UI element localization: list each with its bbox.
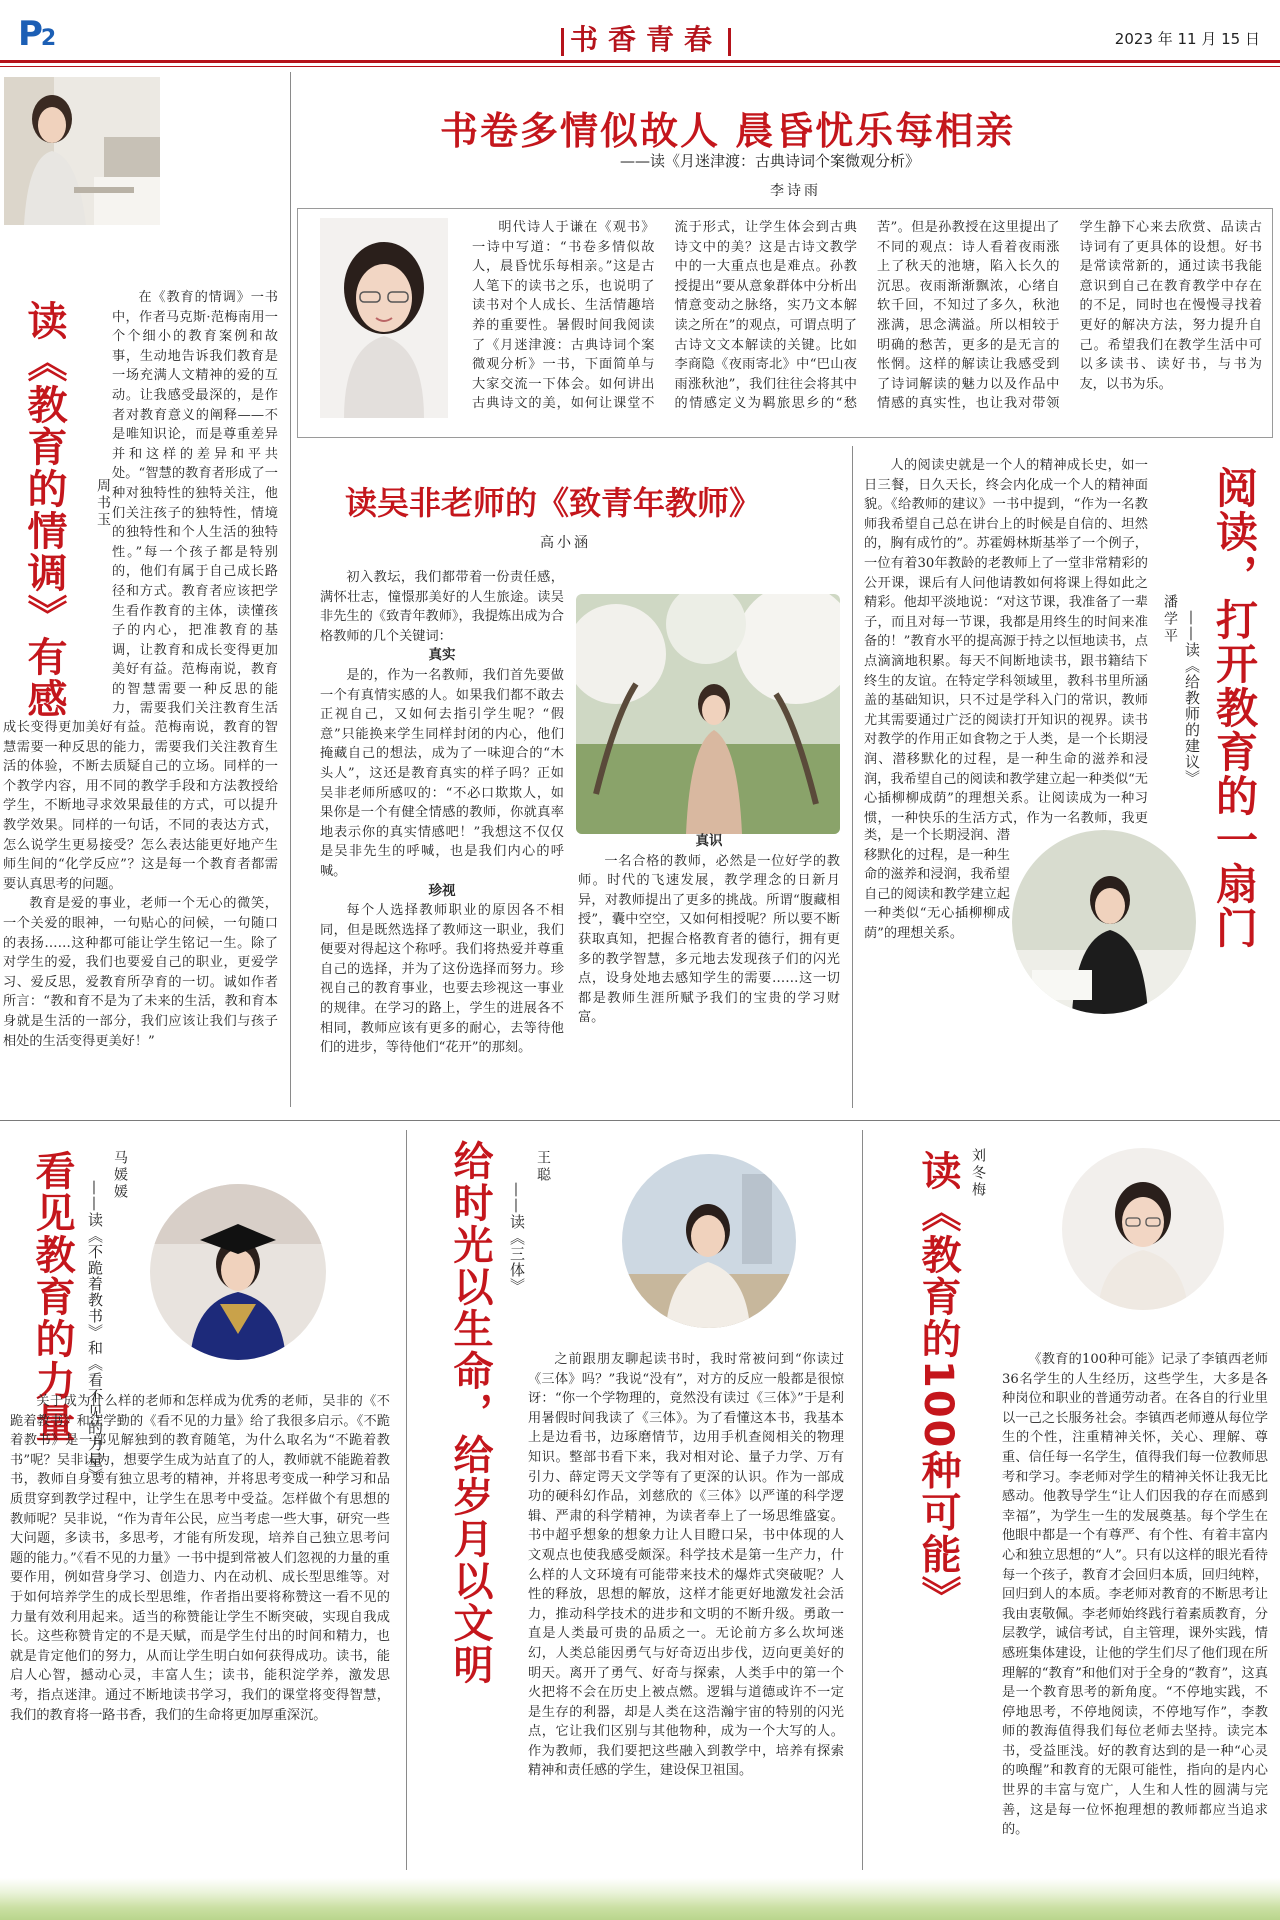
article4-author: 潘学平: [1162, 594, 1178, 645]
article5-body-text: 关于成为什么样的老师和怎样成为优秀的老师，吴非的《不跪着教书》和汪学勤的《看不见的力量》给了我很多启示。《不跪着教书》是一部见解独到的教育随笔，为什么取名为“不跪着教书”呢？吴非认为，想要学生成为站直了的人，教师就不能跪着教书，教师自身要有独立思考的精神，并将思考变成一种学习和品质贯穿到教学过程中，让学生在思考中受益。怎样做个有思想的教师呢？吴非说，“作为青年公民，应当考虑一些大事，研究一些大问题，多读书，多思考，才能有所发现，培养自己独立思考问题的能力。”《看不见的力量》一书中提到常被人们忽视的力量的重要作用，例如营身学习、创造力、内在动机、成长型思维等。对于如何培养学生的成长型思维，作者指出要将称赞这一看不见的力量有效利用起来。适当的称赞能让学生不断突破，实现自我成长。这些称赞肯定的不是天赋，而是学生付出的时间和精力，也就是肯定他们的努力，从而让学生明白如何获得成功。读书，能启人心智，撼动心灵，丰富人生；读书，能积淀学养，激发思考，指点迷津。通过不断地读书学习，我们的课堂将变得智慧，我们的教育将一路书香，我们的生命将更加厚重深沉。: [10, 1394, 390, 1723]
article4-body: [864, 456, 1148, 826]
article7-author: 刘冬梅: [970, 1148, 986, 1199]
article3-sec2-title: 珍视: [428, 882, 456, 899]
article5-author: 马媛媛: [112, 1150, 128, 1201]
article7-body-text: 《教育的100种可能》记录了李镇西老师36名学生的人生经历，这些学生，大多是各种岗位和职业的普通劳动者。在各自的行业里以一己之长服务社会。李镇西老师遵从每位学生的个性，注重精神关怀，关心、理解、尊重、信任每一名学生，值得我们每一位教师思考和学习。李老师对学生的精神关怀让我无比感动。他教导学生“让人们因我的存在而感到幸福”，为学生一生的发展奠基。每个学生在他眼中都是一个有尊严、有个性、有着丰富内心和独立思想的“人”。只有以这样的眼光看待每一个孩子，教育才会回归本质，回归纯粹，回归到人的本质。李老师对教育的不断思考让我由衷敬佩。李老师始终践行着素质教育，分层教学，诚信考试，自主管理，课外实践，情感班集体建设，让他的学生们尽了他们现在所理解的“教育”和他们对于全身的“教育”，这真是一个教育思考的新角度。“不停地实践，不停地思考，不停地阅读，不停地写作”，李教师的教海值得我们每位老师去坚持。读完本书，受益匪浅。好的教育达到的是一种“心灵的唤醒”和教育的无限可能性，指向的是内心世界的丰富与宽广，人生和人性的圆满与完善，这是每一位怀抱理想的教师都应当追求的。: [1002, 1352, 1268, 1838]
divider-right: [852, 446, 853, 1108]
article1-body: [472, 218, 1262, 426]
page-number: P2: [18, 14, 55, 54]
header-rule: [0, 60, 1280, 63]
article2-title: 读《教育的情调》有感: [21, 300, 67, 720]
article4-subtitle: ——读《给教师的建议》: [1183, 610, 1201, 786]
article3-sec2-body: 每个人选择教师职业的原因各不相同，但是既然选择了教师这一职业，我们便要对得起这个称呼。我们将热爱并尊重自己的选择，并为了这份选择而努力。珍视自己的教育事业，也要去珍视这一事业的规律。在学习的路上，学生的进展各不相同，教师应该有更多的耐心，去等待他们的进步，等待他们“花开”的那刻。: [320, 903, 564, 1056]
article7-title: 读《教育的100种可能》: [915, 1150, 961, 1618]
photo-gao: [576, 594, 840, 834]
article2-body-cont-text2: 教育是爱的事业，老师一个无心的微笑，一个关爱的眼神，一句贴心的问候，一句随口的表扬……这种都可能让学生铭记一生。除了对学生的爱，我们也要爱自己的职业，更爱学习、爱反思，爱教育所孕育的一切。诚如作者所言：“教和育不是为了未来的生活，教和育本身就是生活的一部分，我们应该让我们与孩子相处的生活变得更美好！”: [3, 896, 278, 1049]
article6-body-text: 之前跟朋友聊起读书时，我时常被问到“你读过《三体》吗？”我说“没有”，对方的反应一般都是很惊讶：“你一个学物理的，竟然没有读过《三体》”于是利用暑假时间我读了《三体》。为了看懂这本书，我基本上是边看书，边琢磨情节，边用手机查阅相关的物理知识。整部书看下来，我对相对论、量子力学、万有引力、薛定谔天文学等有了更深的认识。作为一部成功的硬科幻作品，刘慈欣的《三体》以严谨的科学逻辑、严肃的科学精神，为读者奉上了一场思维盛宴。书中超乎想象的想象力让人目瞪口呆，书中体现的人文观点也使我感受颇深。科学技术是第一生产力，什么样的人文环境有可能带来技术的爆炸式突破呢？人性的释放，思想的解放，这样才能更好地激发社会活力，推动科学技术的进步和文明的不断升级。勇敢一直是人类最可贵的品质之一。无论前方多么坎坷迷幻，人类总能因勇气与好奇迈出步伐，迈向更美好的明天。离开了勇气、好奇与探索，人类手中的第一个火把将不会在历史上被点燃。逻辑与道德或许不一定是生存的利器，却是人类在这浩瀚宇宙的特别的闪光点，它让我们区别与其他物种，成为一个大写的人。作为教师，我们要把这些融入到教学中，培养有探索精神和责任感的学生，建设保卫祖国。: [528, 1352, 844, 1779]
divider-middle: [0, 1120, 1280, 1121]
article7-body: [1002, 1350, 1268, 1850]
article4-body-text: 人的阅读史就是一个人的精神成长史，如一日三餐，日久天长，终会内化成一个人的精神面貌。《给教师的建议》一书中提到，“作为一名教师我希望自己总在讲台上的时候是自信的、坦然的，胸有成竹的”。苏霍姆林斯基举了一个例子，一位有着30年教龄的老教师上了一堂非常精彩的公开课，课后有人问他请教如何将课上得如此之精彩。他却平淡地说：“对这节课，我准备了一辈子，而且对每一节课，我都是用终生的时间来准备的！”教育水平的提高源于持之以恒地读书，点点滴滴地积累。每天不间断地读书，跟书籍结下终生的友谊。在特定学科领域里，教科书里所涵盖的基础知识，只不过是学科入门的常识，教师尤其需要通过广泛的阅读打开知识的视界。读书对教学的作用正如食物之于人类，是一个长期浸润、潜移默化的过程，是一种生命的滋养和浸润，我希望自己的阅读和教学建立起一种类似“无心插柳柳成荫”的理想关系。让阅读成为一种习惯，一种快乐的生活方式，作为一名教师，我更: [864, 458, 1148, 826]
article5-body: [10, 1392, 390, 1860]
article3-title: 读吴非老师的《致青年教师》: [345, 484, 762, 522]
article3-author: 高小涵: [540, 535, 591, 551]
photo-wang: [622, 1154, 796, 1328]
article5-title: 看见教育的力量: [29, 1150, 75, 1444]
issue-date: 2023 年 11 月 15 日: [1114, 30, 1260, 48]
header-rule-thin: [0, 66, 1280, 67]
article1-body-text: 明代诗人于谦在《观书》一诗中写道：“书卷多情似故人，晨昏忧乐每相亲。”这是古人笔下的读书之乐，也说明了读书对个人成长、生活情趣培养的重要性。暑假时间我阅读了《月迷津渡：古典诗词个案微观分析》一书，下面简单与大家交流一下体会。如何讲出古典诗文的美，如何让课堂不流于形式，让学生体会到古典诗文中的美？这是古诗文教学中的一大重点也是难点。孙教授提出“要从意象群体中分析出情意变动之脉络，实乃文本解读之所在”的观点，可谓点明了古诗文文本解读的关键。比如李商隐《夜雨寄北》中“巴山夜雨涨秋池”，我们往往会将其中的情感定义为羁旅思乡的“愁苦”。但是孙教授在这里提出了不同的观点：诗人看着夜雨涨上了秋天的池塘，陷入长久的沉思。夜雨渐渐飘浓，心绪自软千回，不知过了多久，秋池涨满，思念满溢。所以相较于明确的愁苦，更多的是无言的怅惘。这样的解读让我感受到了诗词解读的魅力以及作品中情感的真实性，也让我对带领学生静下心来去欣赏、品读古诗词有了更具体的设想。好书是常读常新的，通过读书我能意识到自己在教育教学中存在的不足，同时也在慢慢寻找着更好的解决方法，努力提升自己。希望我们在教学生活中可以多读书、读好书，与书为友，以书为乐。: [472, 220, 1262, 412]
article6-title: 给时光以生命，给岁月以文明: [447, 1140, 493, 1686]
article2-body-text: 在《教育的情调》一书中，作者马克斯·范梅南用一个个细小的教育案例和故事，生动地告诉我们教育是一场充满人文精神的爱的互动。让我感受最深的，是作者对教育意义的阐释——不是唯知识论，而是尊重差异并和这样的差异和平共处。“智慧的教育者形成了一种对独特性的独特关注，他们关注孩子的独特性，情境的独特性和个人生活的独特性。”每一个孩子都是特别的，他们有属于自己成长路径和方式。教育者应该把学生看作教育的主体，读懂孩子的内心，把准教育的基调，让教育和成长变得更加美好有益。范梅南说，教育的智慧需要一种反思的能力，需要我们关注教育生活: [112, 290, 278, 716]
article1-title: 书卷多情似故人 晨昏忧乐每相亲: [440, 109, 1016, 153]
article6-body: [528, 1350, 844, 1850]
article3-col1: [320, 568, 564, 1108]
article2-body-cont-text: 成长变得更加美好有益。范梅南说，教育的智慧需要一种反思的能力，需要我们关注教育生活的体验，不断去质疑自己的立场。同样的一个教学内容，用不同的教学手段和方法教授给学生，不断地寻求效果最佳的方式，可以提升教学效果。同样的一句话，不同的表达方式，怎么说学生更易接受？怎么表达能更好地产生师生间的“化学反应”？这是每一个教育者都需要认真思考的问题。: [3, 720, 278, 892]
article4-body-cont-text: 类，是一个长期浸润、潜移默化的过程，是一种生命的滋养和浸润，我希望自己的阅读和教学建立起一种类似“无心插柳柳成荫”的理想关系。: [864, 828, 1010, 941]
article3-col2: [578, 832, 840, 1108]
article6-subtitle: ——读《三体》: [508, 1182, 526, 1294]
article3-sec3-body: 一名合格的教师，必然是一位好学的教师。时代的飞速发展，教学理念的日新月异，对教师提出了更多的挑战。所谓“腹藏相授”，囊中空空，又如何相授呢？所以要不断获取真知，把握合格教育者的德行，拥有更多的教学智慧，多元地去发现孩子们的闪光点，设身处地去感知学生的需要……这一切都是教师生涯所赋予我们的宝贵的学习财富。: [578, 853, 840, 1026]
photo-zhou: [4, 77, 160, 225]
article1-author: 李诗雨: [770, 183, 821, 199]
article2-body: [112, 288, 278, 716]
footer-decoration: [0, 1878, 1280, 1920]
divider-left: [290, 72, 291, 1107]
photo-li: [320, 218, 448, 418]
divider-bottom-left: [406, 1130, 407, 1870]
column-name: 书香青春: [555, 18, 737, 58]
article6-author: 王聪: [535, 1150, 551, 1184]
photo-liu: [1062, 1148, 1224, 1310]
article3-sec1-title: 真实: [428, 647, 456, 664]
article2-author: 周书玉: [95, 478, 111, 529]
article4-title: 阅读，打开教育的一扇门: [1210, 466, 1259, 950]
photo-pan: [1012, 830, 1196, 1014]
photo-ma: [150, 1184, 326, 1360]
divider-bottom-right: [862, 1130, 863, 1870]
article1-subtitle: ——读《月迷津渡：古典诗词个案微观分析》: [620, 152, 921, 170]
article4-body-cont: [864, 826, 1010, 1016]
article3-sec1-body: 是的，作为一名教师，我们首先要做一个有真情实感的人。如果我们都不敢去正视自己，又如何去指引学生呢？“假意”只能换来学生同样封闭的内心，他们掩藏自己的想法，成为了一味迎合的“木头人”，这还是教育真实的样子吗？正如吴非老师所感叹的：“不必口欺欺人，如果你是一个有健全情感的教师，你就真率地表示你的真实情感吧！”我想这不仅仅是吴非先生的呼喊，也是我们内心的呼喊。: [320, 667, 564, 879]
article5-subtitle: ——读《不跪着教书》和《看不见的力量》: [86, 1180, 104, 1484]
article2-body-cont: [3, 718, 278, 1105]
article3-sec3-title: 真识: [695, 833, 723, 849]
article3-intro: 初入教坛，我们都带着一份责任感，满怀壮志，憧憬那美好的人生旅途。读吴非先生的《致青年教师》，我提炼出成为合格教师的几个关键词：: [320, 570, 564, 644]
